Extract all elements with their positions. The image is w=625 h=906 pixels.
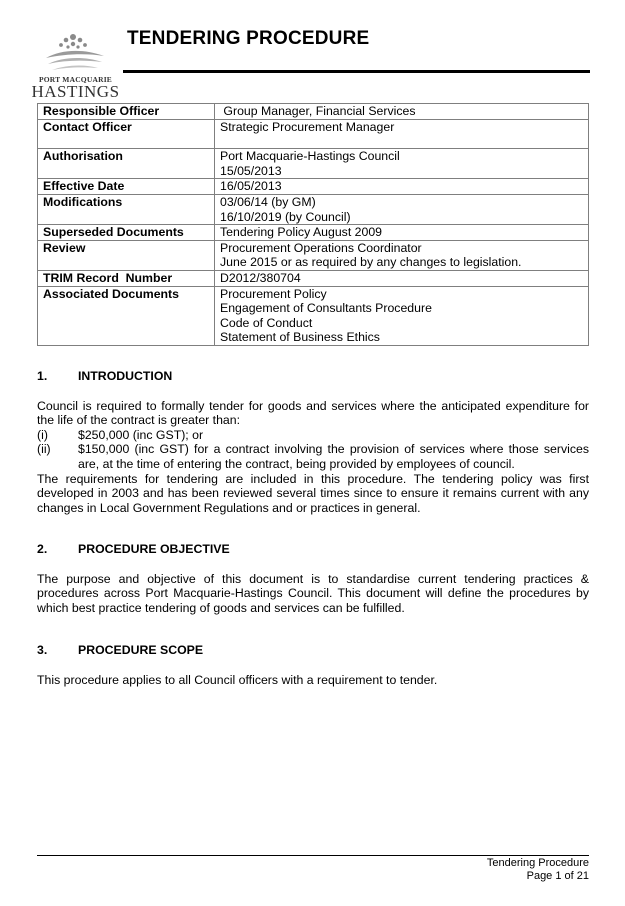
table-row xyxy=(38,270,589,286)
council-logo xyxy=(28,28,123,100)
row-label: Effective Date xyxy=(38,179,215,195)
table-row xyxy=(38,194,589,224)
row-label: Modifications xyxy=(38,194,215,224)
title-underline xyxy=(123,70,590,73)
section-heading xyxy=(37,542,589,557)
paragraph: This procedure applies to all Council officers with a requirement to tender. xyxy=(37,672,438,687)
row-value xyxy=(215,179,589,195)
row-label: TRIM Record Number xyxy=(38,270,215,286)
value-line: 15/05/2013 xyxy=(220,163,282,178)
value-line: Procurement Operations Coordinator xyxy=(220,240,422,255)
section-title: PROCEDURE SCOPE xyxy=(78,643,204,657)
paragraph: The requirements for tendering are included in this procedure. The tendering policy was first developed in 2003 and has been reviewed several times since to ensure it remains current with any changes in Local Government Regulations and or practices in general. xyxy=(37,471,589,515)
row-label: Responsible Officer xyxy=(38,104,215,120)
table-row xyxy=(38,149,589,179)
value-line: 16/10/2019 (by Council) xyxy=(220,209,351,224)
row-label: Superseded Documents xyxy=(38,225,215,241)
list-label: (ii) xyxy=(37,442,51,457)
section-heading xyxy=(37,643,589,658)
list-label: (i) xyxy=(37,427,48,442)
table-row xyxy=(38,119,589,149)
footer-doc-name: Tendering Procedure xyxy=(486,857,589,869)
logo-text-port-macquarie: PORT MACQUARIE xyxy=(38,75,113,84)
footer-page-number: Page 1 of 21 xyxy=(526,870,589,882)
list-item xyxy=(37,428,589,443)
value-line: Port Macquarie-Hastings Council xyxy=(220,149,400,164)
section-objective xyxy=(37,542,589,615)
document-info-table xyxy=(37,103,589,346)
row-label: Contact Officer xyxy=(38,119,215,149)
section-number: 3. xyxy=(37,643,48,657)
row-value xyxy=(215,149,589,179)
row-value xyxy=(215,240,589,270)
footer-divider xyxy=(37,855,589,856)
value-line: 16/05/2013 xyxy=(220,179,282,194)
table-row xyxy=(38,225,589,241)
value-line: Tendering Policy August 2009 xyxy=(220,225,383,240)
value-line: D2012/380704 xyxy=(220,270,301,285)
list-text: $250,000 (inc GST); or xyxy=(78,427,204,442)
row-value xyxy=(215,286,589,345)
document-title: TENDERING PROCEDURE xyxy=(127,28,370,49)
section-title: INTRODUCTION xyxy=(78,369,173,383)
table-row xyxy=(38,104,589,120)
logo-text-hastings: HASTINGS xyxy=(31,82,120,101)
section-scope xyxy=(37,643,589,687)
row-value xyxy=(215,194,589,224)
row-label: Authorisation xyxy=(38,149,215,179)
section-heading xyxy=(37,369,589,384)
table-row xyxy=(38,240,589,270)
value-line: Code of Conduct xyxy=(220,315,313,330)
value-line: Statement of Business Ethics xyxy=(220,330,380,345)
table-row xyxy=(38,179,589,195)
paragraph: Council is required to formally tender for goods and services where the anticipated expenditure for the life of the contract is greater than: xyxy=(37,398,589,428)
table-row xyxy=(38,286,589,345)
value-line: June 2015 or as required by any changes to legislation. xyxy=(220,255,522,270)
section-introduction xyxy=(37,369,589,515)
value-line: 03/06/14 (by GM) xyxy=(220,194,316,209)
pmhc-logo-icon xyxy=(42,28,108,74)
page-footer xyxy=(487,857,589,883)
section-number: 2. xyxy=(37,542,48,556)
value-line: Engagement of Consultants Procedure xyxy=(220,301,432,316)
section-title: PROCEDURE OBJECTIVE xyxy=(78,542,230,556)
paragraph: The purpose and objective of this document is to standardise current tendering practices & procedures across Port Macquarie-Hastings Council. This document will define the procedures by which best practice tendering of goods and services can be fulfilled. xyxy=(37,571,589,615)
value-line: Procurement Policy xyxy=(220,286,327,301)
value-line: Group Manager, Financial Services xyxy=(220,104,416,118)
list-text: $150,000 (inc GST) for a contract involving the provision of services where those services are, at the time of entering the contract, being provided by employees of council. xyxy=(78,442,589,471)
row-value xyxy=(215,119,589,149)
row-value xyxy=(215,225,589,241)
list-item xyxy=(37,442,589,471)
row-label: Review xyxy=(38,240,215,270)
row-label: Associated Documents xyxy=(38,286,215,345)
section-number: 1. xyxy=(37,369,48,383)
row-value xyxy=(215,104,589,120)
row-value xyxy=(215,270,589,286)
value-line: Strategic Procurement Manager xyxy=(220,119,395,134)
